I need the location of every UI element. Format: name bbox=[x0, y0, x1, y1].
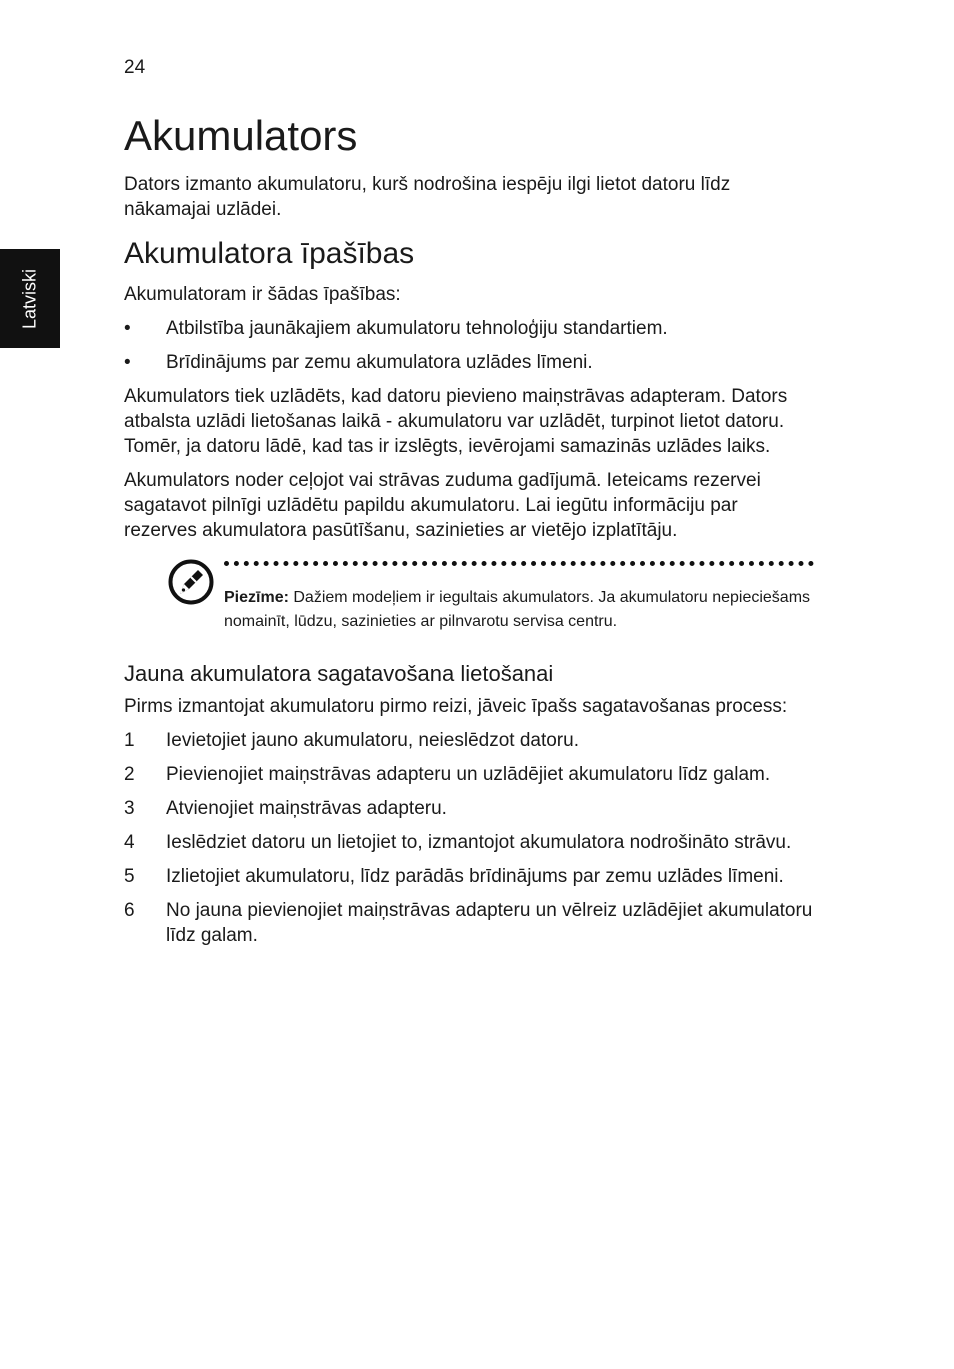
step-text: Atvienojiet maiņstrāvas adapteru. bbox=[166, 798, 447, 819]
list-item bbox=[124, 864, 814, 889]
travel-paragraph: Akumulators noder ceļojot vai strāvas zuduma gadījumā. Ieteicams rezervei sagatavot pilnīgi uzlādētu papildu akumulatoru. Lai iegūtu informāciju par rezerves akumulatora pasūtīšanu, sazinieties ar vietējo izplatītāju. bbox=[124, 470, 761, 541]
list-item bbox=[124, 728, 814, 753]
intro-paragraph: Dators izmanto akumulatoru, kurš nodrošina iespēju ilgi lietot datoru līdz nākamajai uzlādei. bbox=[124, 174, 731, 220]
step-text: Pievienojiet maiņstrāvas adapteru un uzlādējiet akumulatoru līdz galam. bbox=[166, 764, 771, 785]
step-number: 6 bbox=[124, 900, 135, 921]
section-heading-preparation: Jauna akumulatora sagatavošana lietošanai bbox=[124, 661, 554, 686]
list-item bbox=[124, 350, 814, 375]
bullet-marker: • bbox=[124, 318, 131, 339]
preparation-steps bbox=[124, 728, 814, 948]
step-number: 3 bbox=[124, 798, 135, 819]
list-item bbox=[124, 762, 814, 787]
step-number: 2 bbox=[124, 764, 135, 785]
step-number: 4 bbox=[124, 832, 135, 853]
note-pen-icon bbox=[168, 559, 214, 605]
note-box bbox=[168, 561, 814, 634]
list-item-text: Brīdinājums par zemu akumulatora uzlādes līmeni. bbox=[166, 352, 593, 373]
step-number: 5 bbox=[124, 866, 135, 887]
step-text: No jauna pievienojiet maiņstrāvas adapteru un vēlreiz uzlādējiet akumulatoru līdz galam. bbox=[166, 900, 813, 946]
language-side-tab-label: Latviski bbox=[19, 268, 40, 329]
note-dotted-rule bbox=[224, 561, 814, 566]
note-text bbox=[224, 586, 814, 634]
list-item-text: Atbilstība jaunākajiem akumulatoru tehnoloģiju standartiem. bbox=[166, 318, 668, 339]
page-title: Akumulators bbox=[124, 112, 358, 159]
note-body: Dažiem modeļiem ir iegultais akumulators. Ja akumulatoru nepieciešams nomainīt, lūdzu, sazinieties ar pilnvarotu servisa centru. bbox=[224, 589, 811, 630]
list-item bbox=[124, 830, 814, 855]
list-item bbox=[124, 796, 814, 821]
preparation-lead: Pirms izmantojat akumulatoru pirmo reizi, jāveic īpašs sagatavošanas process: bbox=[124, 696, 788, 717]
language-side-tab bbox=[0, 249, 60, 348]
list-item bbox=[124, 898, 814, 948]
bullet-marker: • bbox=[124, 352, 131, 373]
charging-paragraph: Akumulators tiek uzlādēts, kad datoru pievieno maiņstrāvas adapteram. Dators atbalsta uzlādi lietošanas laikā - akumulatoru var uzlādēt, turpinot lietot datoru. Tomēr, ja datoru lādē, kad tas ir izslēgts, ievērojami samazinās uzlādes laiks. bbox=[124, 386, 788, 457]
page-content bbox=[124, 108, 814, 957]
properties-list bbox=[124, 316, 814, 375]
step-text: Ievietojiet jauno akumulatoru, neieslēdzot datoru. bbox=[166, 730, 579, 751]
step-number: 1 bbox=[124, 730, 135, 751]
list-item bbox=[124, 316, 814, 341]
note-label: Piezīme: bbox=[224, 589, 289, 606]
step-text: Izlietojiet akumulatoru, līdz parādās brīdinājums par zemu uzlādes līmeni. bbox=[166, 866, 784, 887]
section-heading-properties: Akumulatora īpašības bbox=[124, 237, 415, 270]
page-number: 24 bbox=[124, 57, 146, 78]
step-text: Ieslēdziet datoru un lietojiet to, izmantojot akumulatora nodrošināto strāvu. bbox=[166, 832, 792, 853]
properties-lead: Akumulatoram ir šādas īpašības: bbox=[124, 284, 401, 305]
